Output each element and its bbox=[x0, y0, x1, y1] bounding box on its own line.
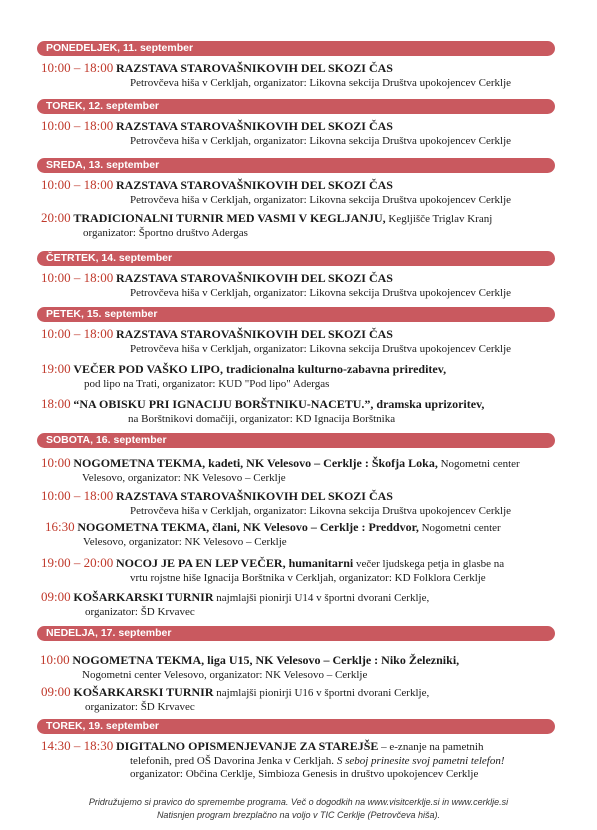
event-details: telefonih, pred OŠ Davorina Jenka v Cerkljah. bbox=[130, 754, 335, 767]
event-details: vrtu rojstne hiše Ignacija Borštnika v Cerkljah, organizator: KD Folklora Cerklje bbox=[130, 571, 486, 584]
event-details: Nogometni center Velesovo, organizator: NK Velesovo – Cerklje bbox=[82, 668, 368, 681]
event-title: RAZSTAVA STAROVAŠNIKOVIH DEL SKOZI ČAS bbox=[115, 489, 393, 503]
event-time: 19:00 – 20:00 bbox=[41, 555, 114, 570]
event-item bbox=[41, 178, 511, 207]
day-band-friday: PETEK, 15. september bbox=[37, 307, 555, 322]
event-location: večer ljudskega petja in glasbe na bbox=[353, 558, 505, 570]
event-time: 10:00 bbox=[40, 652, 70, 667]
event-item bbox=[41, 211, 492, 240]
event-title: “NA OBISKU PRI IGNACIJU BORŠTNIKU-NACETU.”, dramska uprizoritev, bbox=[73, 397, 485, 411]
event-item bbox=[45, 520, 501, 549]
day-band-monday: PONEDELJEK, 11. september bbox=[37, 41, 555, 56]
event-title: NOGOMETNA TEKMA, liga U15, NK Velesovo – Cerklje : Niko Železniki, bbox=[72, 653, 460, 667]
event-details: pod lipo na Trati, organizator: KUD "Pod lipo" Adergas bbox=[84, 377, 330, 390]
event-time: 14:30 – 18:30 bbox=[41, 738, 114, 753]
event-location: Nogometni center bbox=[418, 522, 501, 534]
event-title: RAZSTAVA STAROVAŠNIKOVIH DEL SKOZI ČAS bbox=[115, 61, 393, 75]
event-time: 10:00 – 18:00 bbox=[41, 488, 114, 503]
event-title: KOŠARKARSKI TURNIR bbox=[73, 685, 214, 699]
day-band-tuesday: TOREK, 12. september bbox=[37, 99, 555, 114]
event-topic: – e-znanje na pametnih bbox=[378, 741, 484, 753]
event-details: Petrovčeva hiša v Cerkljah, organizator: Likovna sekcija Društva upokojencev Cerklje bbox=[130, 504, 512, 517]
event-item bbox=[41, 61, 511, 90]
event-item bbox=[41, 362, 446, 391]
event-details: organizator: ŠD Krvavec bbox=[85, 605, 195, 618]
event-item bbox=[41, 685, 429, 714]
event-time: 10:00 – 18:00 bbox=[41, 118, 114, 133]
event-title: RAZSTAVA STAROVAŠNIKOVIH DEL SKOZI ČAS bbox=[115, 119, 393, 133]
day-band-tuesday-19: TOREK, 19. september bbox=[37, 719, 555, 734]
event-location: Kegljišče Triglav Kranj bbox=[385, 213, 493, 225]
event-time: 19:00 bbox=[41, 361, 71, 376]
event-item bbox=[41, 327, 511, 356]
footer-availability: Natisnjen program brezplačno na voljo v TIC Cerklje (Petrovčeva hiša). bbox=[156, 810, 441, 820]
day-band-sunday: NEDELJA, 17. september bbox=[37, 626, 555, 641]
event-title: RAZSTAVA STAROVAŠNIKOVIH DEL SKOZI ČAS bbox=[115, 327, 393, 341]
event-item bbox=[41, 739, 505, 782]
event-item bbox=[41, 119, 511, 148]
event-time: 10:00 – 18:00 bbox=[41, 326, 114, 341]
event-time: 18:00 bbox=[41, 396, 71, 411]
event-time: 09:00 bbox=[41, 589, 71, 604]
event-item bbox=[41, 271, 511, 300]
event-organizer: organizator: Občina Cerklje, Simbioza Genesis in društvo upokojencev Cerklje bbox=[130, 768, 479, 780]
event-title: KOŠARKARSKI TURNIR bbox=[73, 590, 214, 604]
event-title: RAZSTAVA STAROVAŠNIKOVIH DEL SKOZI ČAS bbox=[115, 178, 393, 192]
event-time: 16:30 bbox=[45, 519, 75, 534]
event-title: NOGOMETNA TEKMA, kadeti, NK Velesovo – Cerklje : Škofja Loka, bbox=[73, 456, 438, 470]
event-time: 20:00 bbox=[41, 210, 71, 225]
event-time: 10:00 – 18:00 bbox=[41, 60, 114, 75]
day-band-wednesday: SREDA, 13. september bbox=[37, 158, 555, 173]
event-details: Petrovčeva hiša v Cerkljah, organizator: Likovna sekcija Društva upokojencev Cerklje bbox=[130, 342, 512, 355]
event-item bbox=[41, 489, 511, 518]
event-title: DIGITALNO OPISMENJEVANJE ZA STAREJŠE bbox=[115, 739, 379, 753]
event-time: 10:00 – 18:00 bbox=[41, 177, 114, 192]
event-details: Petrovčeva hiša v Cerkljah, organizator: Likovna sekcija Društva upokojencev Cerklje bbox=[130, 76, 512, 89]
day-band-thursday: ČETRTEK, 14. september bbox=[37, 251, 555, 266]
event-item bbox=[41, 556, 504, 585]
event-item bbox=[41, 456, 520, 485]
event-details: Velesovo, organizator: NK Velesovo – Cerklje bbox=[83, 535, 287, 548]
event-details: Petrovčeva hiša v Cerkljah, organizator: Likovna sekcija Društva upokojencev Cerklje bbox=[130, 286, 512, 299]
event-item bbox=[41, 590, 429, 619]
day-band-saturday: SOBOTA, 16. september bbox=[37, 433, 555, 448]
event-details: organizator: ŠD Krvavec bbox=[85, 700, 195, 713]
event-title: TRADICIONALNI TURNIR MED VASMI V KEGLJANJU, bbox=[73, 211, 386, 225]
event-note: S seboj prinesite svoj pametni telefon! bbox=[334, 754, 505, 767]
event-title: VEČER POD VAŠKO LIPO, tradicionalna kulturno-zabavna prireditev, bbox=[73, 362, 447, 376]
event-time: 10:00 bbox=[41, 455, 71, 470]
event-details: Velesovo, organizator: NK Velesovo – Cerklje bbox=[82, 471, 286, 484]
event-title: NOGOMETNA TEKMA, člani, NK Velesovo – Cerklje : Preddvor, bbox=[77, 520, 419, 534]
event-item bbox=[41, 397, 484, 426]
footer-note: Pridružujemo si pravico do spremembe programa. Več o dogodkih na www.visitcerklje.si in www.cerklje.si bbox=[88, 797, 509, 807]
event-item bbox=[40, 653, 459, 682]
event-details: Petrovčeva hiša v Cerkljah, organizator: Likovna sekcija Društva upokojencev Cerklje bbox=[130, 193, 512, 206]
event-title: RAZSTAVA STAROVAŠNIKOVIH DEL SKOZI ČAS bbox=[115, 271, 393, 285]
event-location: najmlajši pionirji U14 v športni dvorani Cerklje, bbox=[213, 592, 430, 604]
event-title: NOCOJ JE PA EN LEP VEČER, humanitarni bbox=[115, 556, 354, 570]
event-location: najmlajši pionirji U16 v športni dvorani Cerklje, bbox=[213, 687, 430, 699]
event-time: 09:00 bbox=[41, 684, 71, 699]
event-location: Nogometni center bbox=[437, 458, 520, 470]
event-details: organizator: Športno društvo Adergas bbox=[83, 226, 248, 239]
event-time: 10:00 – 18:00 bbox=[41, 270, 114, 285]
event-details: na Borštnikovi domačiji, organizator: KD Ignacija Borštnika bbox=[128, 412, 396, 425]
event-details: Petrovčeva hiša v Cerkljah, organizator: Likovna sekcija Društva upokojencev Cerklje bbox=[130, 134, 512, 147]
